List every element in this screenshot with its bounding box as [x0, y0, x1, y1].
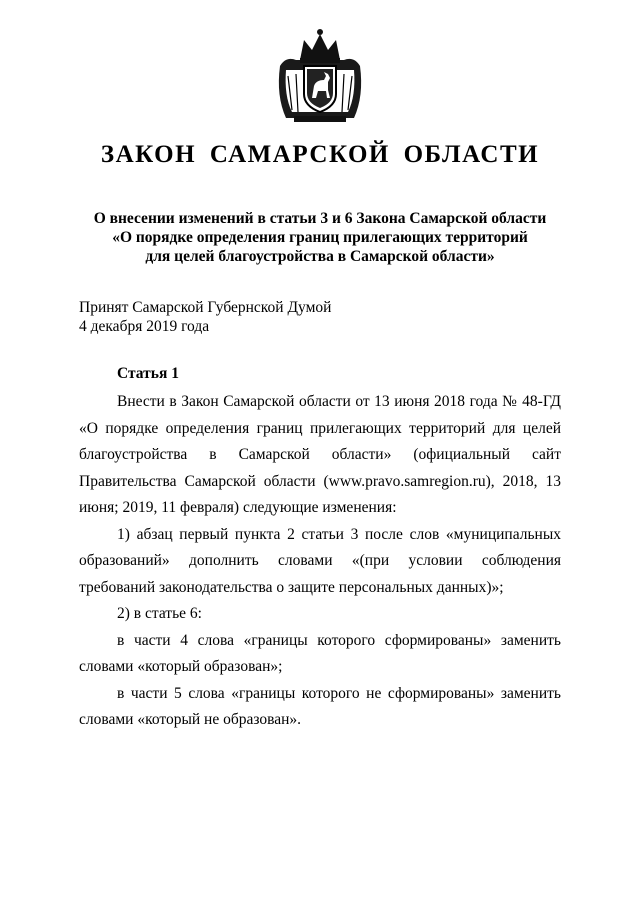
article-paragraph: в части 5 слова «границы которого не сформированы» заменить словами «который не образован».: [79, 684, 561, 728]
article-paragraph: 2) в статье 6:: [117, 605, 202, 622]
adoption-body: Принят Самарской Губернской Думой: [79, 299, 332, 316]
article-paragraph: 1) абзац первый пункта 2 статьи 3 после слов «муниципальных образований» дополнить словами «(при условии соблюдения требований законодательства о защите персональных данных)»;: [79, 525, 561, 596]
adoption-date: 4 декабря 2019 года: [79, 318, 210, 335]
article-heading: Статья 1: [117, 365, 179, 382]
coat-of-arms-icon: [274, 26, 366, 126]
subtitle-line: «О порядке определения границ прилегающих территорий: [112, 229, 528, 246]
law-title: ЗАКОН САМАРСКОЙ ОБЛАСТИ: [100, 141, 540, 168]
article-body: [79, 389, 561, 734]
law-subtitle: [60, 209, 580, 266]
article-paragraph: Внести в Закон Самарской области от 13 июня 2018 года № 48-ГД «О порядке определения границ прилегающих территорий для целей благоустройства в Самарской области» (официальный сайт Правительства Самарской области (www.pravo.samregion.ru), 2018, 13 июня; 2019, 11 февраля) следующие изменения:: [79, 393, 561, 516]
adoption-info: [79, 298, 331, 336]
subtitle-line: для целей благоустройства в Самарской области»: [145, 248, 495, 265]
subtitle-line: О внесении изменений в статьи 3 и 6 Закона Самарской области: [93, 210, 547, 227]
article-paragraph: в части 4 слова «границы которого сформированы» заменить словами «который образован»;: [79, 631, 561, 675]
